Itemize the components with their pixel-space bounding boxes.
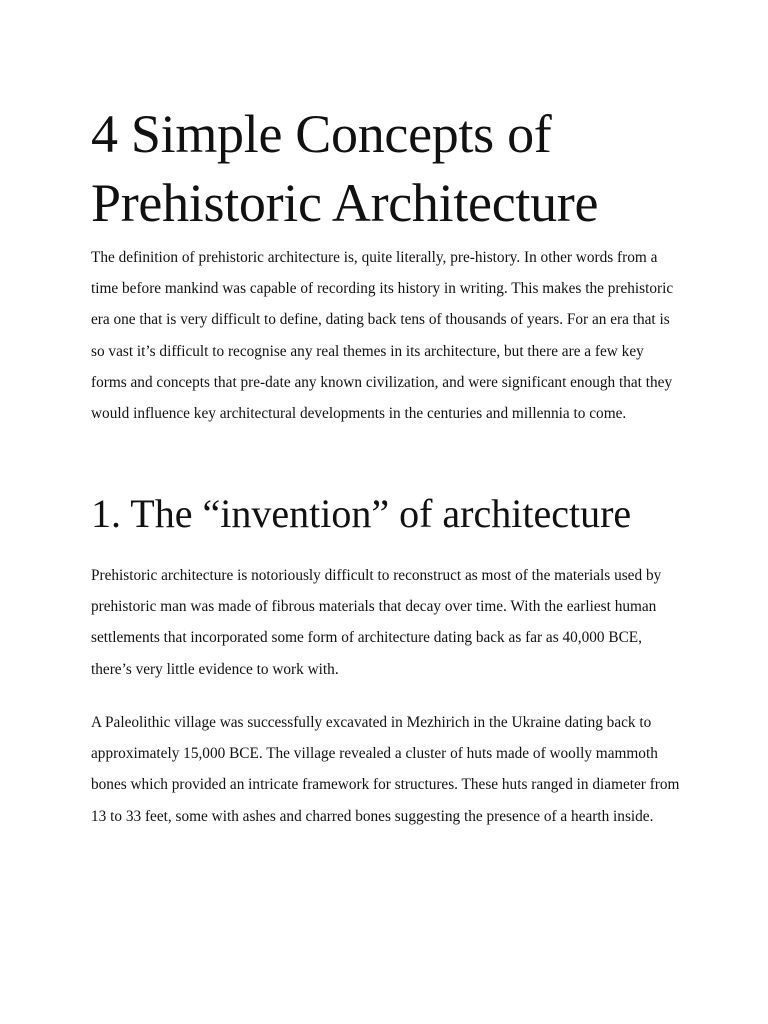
section-heading: 1. The “invention” of architecture bbox=[91, 491, 632, 536]
article-title: 4 Simple Concepts of Prehistoric Architecture bbox=[91, 104, 599, 233]
section-paragraph-2: A Paleolithic village was successfully excavated in Mezhirich in the Ukraine dating back to approximately 15,000 BCE. The village revealed a cluster of huts made of woolly mammoth bones which provided an intricate framework for structures. These huts ranged in diameter from 13 to 33 feet, some with ashes and charred bones suggesting the presence of a hearth inside. bbox=[91, 714, 680, 825]
intro-paragraph: The definition of prehistoric architecture is, quite literally, pre-history. In other words from a time before mankind was capable of recording its history in writing. This makes the prehistoric era one that is very difficult to define, dating back tens of thousands of years. For an era that is so vast it’s difficult to recognise any real themes in its architecture, but there are a few key forms and concepts that pre-date any known civilization, and were significant enough that they would influence key architectural developments in the centuries and millennia to come. bbox=[91, 249, 674, 423]
section-paragraph-1: Prehistoric architecture is notoriously difficult to reconstruct as most of the materials used by prehistoric man was made of fibrous materials that decay over time. With the earliest human settlements that incorporated some form of architecture dating back as far as 40,000 BCE, there’s very little evidence to work with. bbox=[91, 567, 662, 678]
